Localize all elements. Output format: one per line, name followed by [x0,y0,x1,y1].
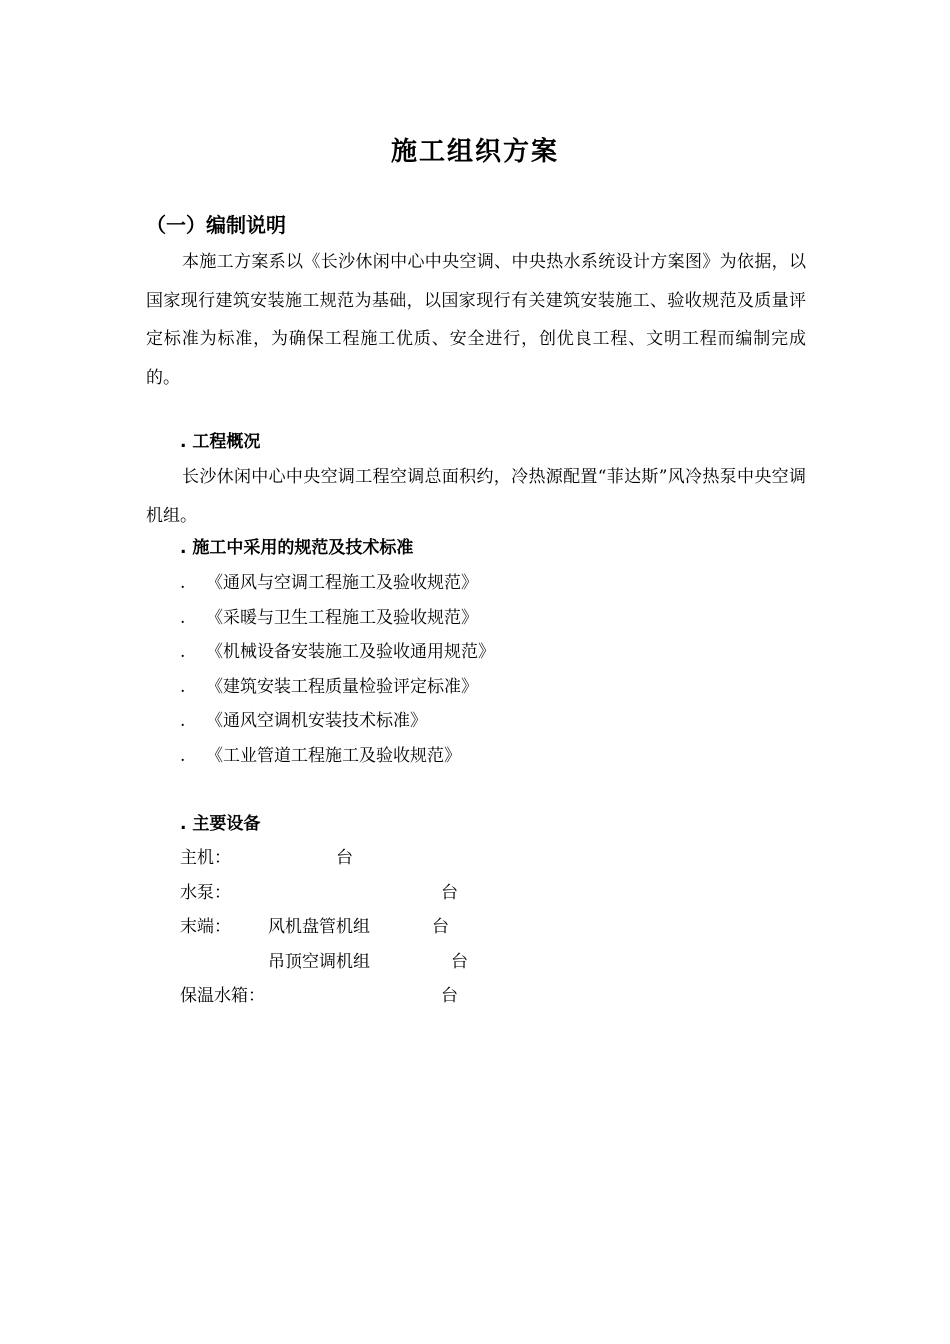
list-item [180,670,495,705]
list-item-text: 《通风空调机安装技术标准》 [206,711,427,731]
main-unit-unit: 台 [336,848,353,868]
list-item-text: 《建筑安装工程质量检验评定标准》 [206,676,478,697]
list-item-text: 《工业管道工程施工及验收规范》 [206,745,461,766]
list-item [180,566,495,601]
list-bullet: . [180,745,186,766]
list-item-text: 《机械设备安装施工及验收通用规范》 [206,642,495,662]
compilation-paragraph: 本施工方案系以《长沙休闲中心中央空调、中央热水系统设计方案图》为依据，以国家现行建筑安装施工规范为基础，以国家现行有关建筑安装施工、验收规范及质量评定标准为标准，为确保工程施工优质、安全进行，创优良工程、文明工程而编制完成的。 [146,252,806,388]
list-item [180,601,495,636]
standards-list [180,566,495,773]
list-item [180,635,495,670]
overview-paragraph: 长沙休闲中心中央空调工程空调总面积约，冷热源配置“菲达斯”风冷热泵中央空调机组。 [146,467,806,526]
fan-coil-unit: 台 [432,917,449,937]
list-bullet: . [180,607,186,628]
tank-unit: 台 [441,986,458,1006]
fan-coil-label: 风机盘管机组 [268,917,370,937]
list-item-text: 《采暖与卫生工程施工及验收规范》 [206,607,478,628]
section-heading-standards: . 施工中采用的规范及技术标准 [180,538,414,558]
section-heading-compilation: （一）编制说明 [146,213,286,237]
section-heading-equipment: . 主要设备 [180,814,261,834]
list-bullet: . [180,676,186,697]
list-item [180,704,495,739]
list-bullet: . [180,711,186,731]
list-item [180,739,495,774]
section-heading-overview: . 工程概况 [180,432,261,452]
ceiling-ahu-label: 吊顶空调机组 [268,952,370,972]
pump-label: 水泵： [180,883,231,903]
main-unit-label: 主机： [180,848,231,868]
list-item-text: 《通风与空调工程施工及验收规范》 [206,573,478,593]
list-bullet: . [180,642,186,662]
terminal-label: 末端： [180,917,231,937]
tank-label: 保温水箱： [180,986,265,1006]
list-bullet: . [180,573,186,593]
ceiling-ahu-unit: 台 [451,952,468,972]
document-title: 施工组织方案 [390,137,559,167]
pump-unit: 台 [441,883,458,903]
